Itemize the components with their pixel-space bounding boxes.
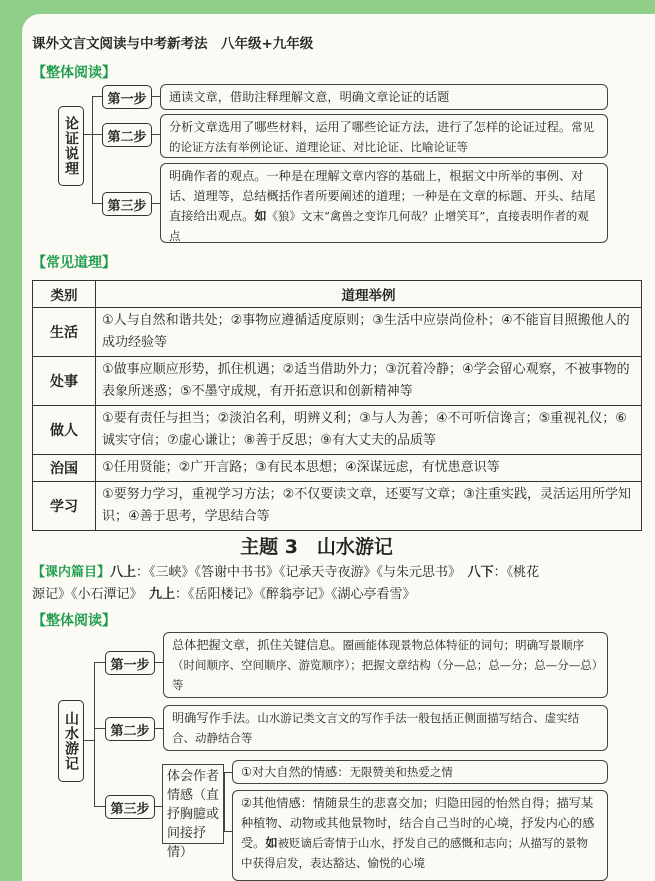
section-title-common-principles: 【常见道理】 xyxy=(32,255,116,271)
table-cell-content: ①要努力学习，重视学习方法；②不仅要读文章，还要写文章；③注重实践，灵活运用所学知识；④善于思考，学思结合等 xyxy=(96,482,642,531)
emotion-item-1 xyxy=(232,760,608,784)
step-3-text: 明确作者的观点。一种是在理解文章内容的基础上，根据文中所举的事例、对话、道理等，总结概括作者所要阐述的道理；一种是在文章的标题、开头、结尾直接给出观点。 xyxy=(169,169,596,223)
section-title-overall-reading: 【整体阅读】 xyxy=(32,65,116,81)
table-row xyxy=(33,406,642,455)
grade-8b-items: ：《桃花 xyxy=(493,565,540,580)
theme-title: 主题 3 山水游记 xyxy=(240,536,393,558)
emotion-item-1-text: ①对大自然的情感： xyxy=(241,765,350,779)
grade-8a: 八上 xyxy=(110,565,137,580)
step-2-label-landscape: 第二步 xyxy=(105,717,155,741)
step-2-note: 常见的论证方法有举例论证、道理论证、对比论证、比喻论证等 xyxy=(169,120,595,154)
connector xyxy=(94,728,105,729)
emotion-item-2 xyxy=(232,790,608,881)
table-cell-content: ①任用贤能；②广开言路；③有民本思想；④深谋远虑，有忧患意识等 xyxy=(96,455,642,482)
grade-8a-items: ：《三峡》《答谢中书书》《记承天寺夜游》《与朱元思书》 xyxy=(136,565,455,580)
step-2-desc xyxy=(160,114,608,158)
table-cell-category: 学习 xyxy=(33,482,96,531)
table-header-row xyxy=(33,281,642,308)
emotion-item-2-example-lead: 如 xyxy=(265,836,278,850)
grade-9a-items: ：《岳阳楼记》《醉翁亭记》《湖心亭看雪》 xyxy=(175,587,416,602)
connector xyxy=(92,96,93,204)
table-cell-content: ①人与自然和谐共处；②事物应遵循适度原则；③生活中应崇尚俭朴；④不能盲目照搬他人的成功经验等 xyxy=(96,308,642,357)
grade-8b: 八下 xyxy=(467,565,494,580)
step-2-text: 分析文章选用了哪些材料，运用了哪些论证方法，进行了怎样的论证过程。 xyxy=(169,120,572,134)
table-cell-category: 生活 xyxy=(33,308,96,357)
step-1-text-landscape: 总体把握文章，抓住关键信息。 xyxy=(172,638,343,652)
step-2-note-landscape: 山水游记类文言文的写作手法一般包括正侧面描写结合、虚实结合、动静结合等 xyxy=(172,711,580,745)
step-1-note-landscape: 圈画能体现景物总体特征的词句；明确写景顺序（时间顺序、空间顺序、游览顺序）；把握文章结构（分—总；总—分；总—分—总）等 xyxy=(172,638,598,692)
flow-root-landscape: 山水游记 xyxy=(58,700,84,782)
step-1-desc xyxy=(160,84,608,110)
table-cell-category: 做人 xyxy=(33,406,96,455)
table-row xyxy=(33,482,642,531)
table-cell-category: 处事 xyxy=(33,357,96,406)
step-1-text: 通读文章，借助注释理解文意，明确文章论证的话题 xyxy=(169,90,450,104)
table-row xyxy=(33,455,642,482)
connector xyxy=(94,662,95,806)
table-cell-content: ①要有责任与担当；②淡泊名利，明辨义利；③与人为善；④不可听信谗言；⑤重视礼仪；⑥诚实守信；⑦虚心谦让；⑧善于反思；⑨有大丈夫的品质等 xyxy=(96,406,642,455)
connector xyxy=(92,203,102,204)
step-3-desc xyxy=(160,163,608,243)
grade-9a: 九上 xyxy=(149,587,176,602)
connector xyxy=(224,772,225,832)
flow-root-argument: 论证说理 xyxy=(58,106,84,186)
table-row xyxy=(33,308,642,357)
connector xyxy=(94,662,105,663)
connector xyxy=(92,96,102,97)
principles-table xyxy=(32,280,642,531)
table-header-examples: 道理举例 xyxy=(96,281,642,308)
running-header: 课外文言文阅读与中考新考法 八年级+九年级 xyxy=(32,36,314,52)
emotion-item-2-note: 被贬谪后寄情于山水，抒发自己的感慨和志向；从描写的景物中获得启发，表达豁达、愉悦的心境 xyxy=(241,836,589,870)
step-1-label: 第一步 xyxy=(102,85,152,109)
step-2-label: 第二步 xyxy=(102,123,152,147)
table-header-category: 类别 xyxy=(33,281,96,308)
step-3-label: 第三步 xyxy=(102,192,152,216)
table-cell-content: ①做事应顺应形势，抓住机遇；②适当借助外力；③沉着冷静；④学会留心观察，不被事物的表象所迷惑；⑤不墨守成规，有开拓意识和创新精神等 xyxy=(96,357,642,406)
emotion-method-box: 体会作者情感（直抒胸臆或间接抒情） xyxy=(162,764,224,844)
table-row xyxy=(33,357,642,406)
connector xyxy=(94,806,105,807)
emotion-item-2-text: ②其他情感：情随景生的悲喜交加；归隐田园的怡然自得；描写某种植物、动物或其他景物时，结合自己当时的心境，抒发内心的感受。 xyxy=(241,796,595,850)
step-1-desc-landscape xyxy=(163,632,608,698)
grade-8b-items-cont: 源记》《小石潭记》 xyxy=(32,587,137,602)
connector xyxy=(92,134,102,135)
step-1-label-landscape: 第一步 xyxy=(105,651,155,675)
table-cell-category: 治国 xyxy=(33,455,96,482)
step-2-text-landscape: 明确写作手法。 xyxy=(172,711,258,725)
in-class-texts xyxy=(32,562,642,606)
step-3-label-landscape: 第三步 xyxy=(105,795,155,819)
step-3-example-lead: 如 xyxy=(254,209,267,223)
connector xyxy=(224,772,232,773)
step-3-note: 《狼》文末“禽兽之变诈几何哉？止增笑耳”，直接表明作者的观点 xyxy=(169,209,589,243)
emotion-item-1-note: 无限赞美和热爱之情 xyxy=(349,765,453,779)
section-title-overall-reading-2: 【整体阅读】 xyxy=(32,613,116,629)
in-class-label: 【课内篇目】 xyxy=(32,565,111,580)
connector xyxy=(224,831,232,832)
step-2-desc-landscape xyxy=(163,705,608,751)
